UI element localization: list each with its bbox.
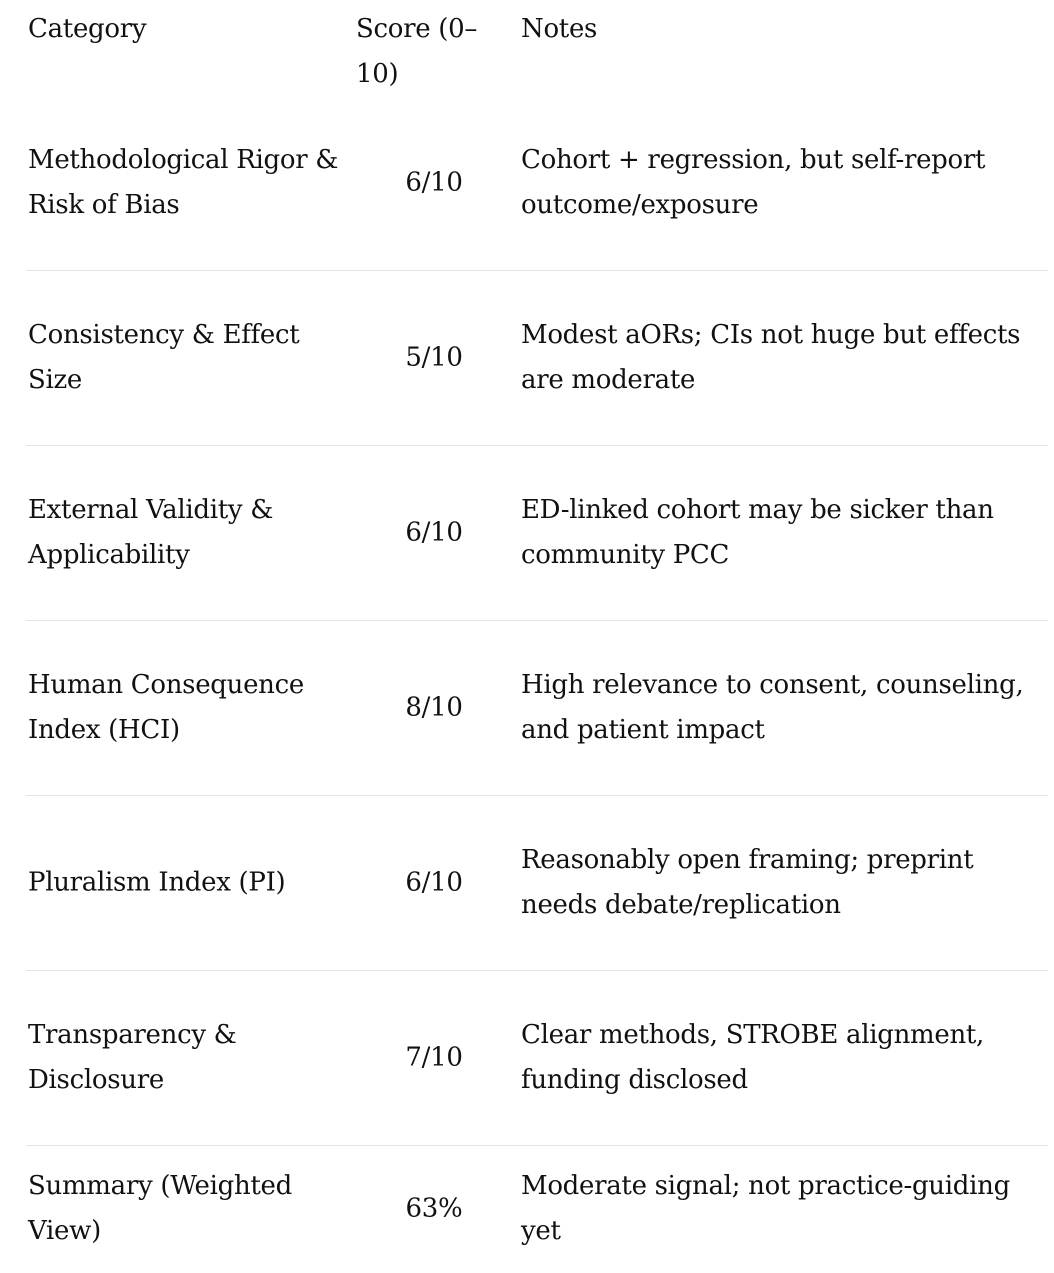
row-category: Transparency & Disclosure xyxy=(28,1019,237,1095)
row-score: 5/10 xyxy=(405,342,463,372)
row-notes: Modest aORs; CIs not huge but effects are moderate xyxy=(521,319,1021,395)
row-notes: ED-linked cohort may be sicker than community PCC xyxy=(521,494,994,570)
row-category: Consistency & Effect Size xyxy=(28,319,300,395)
header-category: Category xyxy=(28,14,147,44)
table-row xyxy=(26,795,1048,971)
row-score: 63% xyxy=(405,1193,463,1224)
header-notes: Notes xyxy=(521,14,598,44)
row-score: 8/10 xyxy=(405,692,463,722)
table-row xyxy=(26,95,1048,271)
row-score: 7/10 xyxy=(405,1042,463,1072)
row-score: 6/10 xyxy=(405,867,463,897)
row-notes: Clear methods, STROBE alignment, funding disclosed xyxy=(521,1019,985,1095)
row-score: 6/10 xyxy=(405,167,463,197)
row-notes: High relevance to consent, counseling, and patient impact xyxy=(521,669,1024,745)
row-notes: Cohort + regression, but self-report outcome/exposure xyxy=(521,144,986,220)
row-score: 6/10 xyxy=(405,517,463,547)
header-score: Score (0–10) xyxy=(356,14,478,89)
row-category: External Validity & Applicability xyxy=(28,494,274,570)
row-category: Human Consequence Index (HCI) xyxy=(28,669,304,745)
table-row xyxy=(26,445,1048,621)
table-row xyxy=(26,270,1048,446)
row-category: Pluralism Index (PI) xyxy=(28,867,286,897)
table-row-summary xyxy=(26,1145,1048,1273)
row-category: Methodological Rigor & Risk of Bias xyxy=(28,144,339,220)
table-row xyxy=(26,620,1048,796)
row-notes: Reasonably open framing; preprint needs debate/replication xyxy=(521,844,974,920)
table-header-row xyxy=(0,0,1054,89)
table-row xyxy=(26,970,1048,1146)
row-notes: Moderate signal; not practice-guiding yet xyxy=(521,1171,1010,1246)
row-category: Summary (Weighted View) xyxy=(28,1171,292,1246)
